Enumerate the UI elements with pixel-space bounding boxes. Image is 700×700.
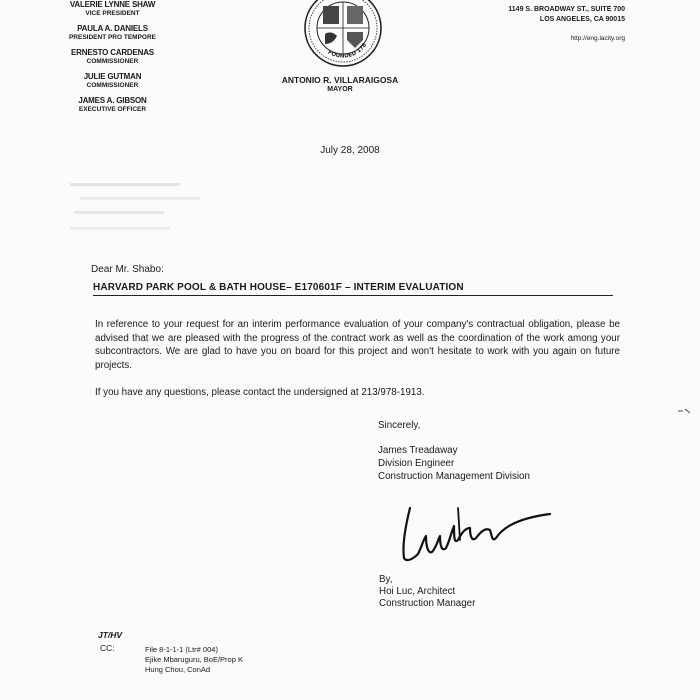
officer-name: JULIE GUTMAN: [83, 72, 142, 81]
handwritten-signature: [396, 500, 556, 565]
signer-title: Division Engineer: [378, 458, 455, 469]
body-paragraph: In reference to your request for an interim performance evaluation of your company's contractual obligation, please be advised that we are pleased with the progress of the contract work as well as the coordination of the work among your subcontractors. We are glad to have you on board for this project and won't hesitate to work with you again on future projects.: [95, 319, 620, 371]
officer-name: JAMES A. GIBSON: [78, 96, 147, 105]
address-line-1: 1149 S. BROADWAY ST., SUITE 700: [508, 6, 625, 13]
by-name: Hoi Luc, Architect: [379, 586, 456, 597]
officer-title: PRESIDENT PRO TEMPORE: [68, 34, 157, 41]
seal-text: FOUNDED 178: [326, 42, 369, 60]
officer-entry: [55, 0, 170, 18]
subject-line: HARVARD PARK POOL & BATH HOUSE– E170601F – INTERIM EVALUATION: [93, 282, 613, 296]
officer-title: VICE PRESIDENT: [85, 10, 140, 17]
contact-line: If you have any questions, please contact the undersigned at 213/978-1913.: [95, 387, 425, 398]
mayor-block: [270, 75, 410, 95]
letter-date: July 28, 2008: [320, 145, 380, 156]
cc-item: File 8-1-1-1 (Ltr# 004): [145, 645, 218, 654]
closing: Sincerely,: [378, 420, 421, 431]
signer-name: James Treadaway: [378, 445, 458, 456]
officer-title: COMMISSIONER: [86, 58, 139, 65]
cc-label: CC:: [100, 643, 115, 653]
scan-mark: [678, 408, 690, 414]
cc-item: Hung Chou, ConAd: [145, 665, 211, 674]
address-line-2: LOS ANGELES, CA 90015: [539, 16, 625, 23]
website-url: http://eng.lacity.org: [570, 35, 625, 42]
cc-list: [145, 645, 243, 675]
officer-name: VALERIE LYNNE SHAW: [69, 0, 156, 9]
officer-name: PAULA A. DANIELS: [77, 24, 148, 33]
officer-entry: [55, 48, 170, 66]
board-officers-list: [55, 0, 170, 120]
signer-division: Construction Management Division: [378, 471, 530, 482]
officer-entry: [55, 72, 170, 90]
mayor-title: MAYOR: [327, 86, 353, 93]
officer-title: EXECUTIVE OFFICER: [78, 106, 147, 113]
signer-block: [378, 444, 530, 483]
typist-initials: JT/HV: [98, 630, 123, 640]
by-label: By,: [379, 574, 393, 585]
department-address: [500, 5, 625, 44]
redacted-address-smudge: [70, 175, 200, 237]
officer-entry: [55, 24, 170, 42]
by-title: Construction Manager: [379, 598, 476, 609]
officer-title: COMMISSIONER: [86, 82, 139, 89]
cc-item: Ejike Mbaruguru, BoE/Prop K: [145, 655, 243, 664]
officer-name: ERNESTO CARDENAS: [71, 48, 154, 57]
mayor-name: ANTONIO R. VILLARAIGOSA: [281, 75, 399, 85]
officer-entry: [55, 96, 170, 114]
salutation: Dear Mr. Shabo:: [91, 264, 164, 275]
by-block: [379, 574, 475, 610]
city-seal-icon: [303, 0, 383, 68]
